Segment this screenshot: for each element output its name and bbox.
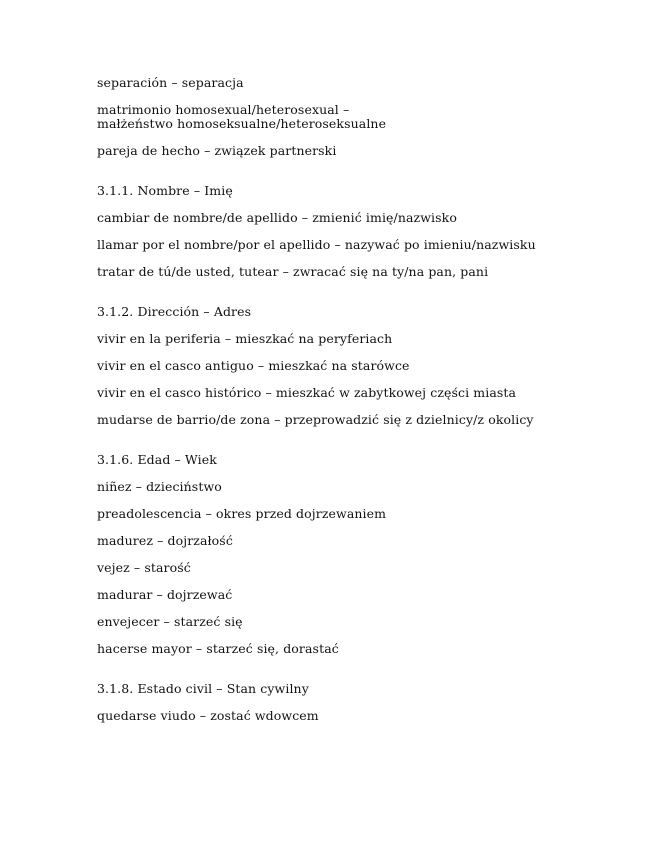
vocab-entry: preadolescencia – okres przed dojrzewaniem — [97, 506, 387, 521]
vocab-entry: niñez – dzieciństwo — [97, 479, 222, 494]
vocab-entry: vivir en el casco histórico – mieszkać w zabytkowej części miasta — [97, 385, 517, 400]
vocab-entry: quedarse viudo – zostać wdowcem — [97, 708, 319, 723]
vocab-entry: pareja de hecho – związek partnerski — [97, 143, 337, 158]
vocab-entry: separación – separacja — [97, 75, 244, 90]
section-heading: 3.1.6. Edad – Wiek — [97, 452, 217, 467]
vocab-entry: llamar por el nombre/por el apellido – nazywać po imieniu/nazwisku — [97, 237, 536, 252]
vocab-entry: madurar – dojrzewać — [97, 587, 233, 602]
vocab-entry: envejecer – starzeć się — [97, 614, 243, 629]
section-heading: 3.1.1. Nombre – Imię — [97, 183, 233, 198]
document-page — [97, 76, 627, 723]
vocab-entry: vejez – starość — [97, 560, 191, 575]
vocab-entry: vivir en la periferia – mieszkać na peryferiach — [97, 331, 393, 346]
section-spacer — [97, 279, 627, 305]
section-spacer — [97, 656, 627, 682]
vocab-entry: mudarse de barrio/de zona – przeprowadzić się z dzielnicy/z okolicy — [97, 412, 534, 427]
section-spacer — [97, 427, 627, 453]
section-heading: 3.1.8. Estado civil – Stan cywilny — [97, 681, 309, 696]
vocab-entry: tratar de tú/de usted, tutear – zwracać się na ty/na pan, pani — [97, 264, 489, 279]
vocab-entry: madurez – dojrzałość — [97, 533, 233, 548]
section-heading: 3.1.2. Dirección – Adres — [97, 304, 252, 319]
section-spacer — [97, 158, 627, 184]
vocab-entry: vivir en el casco antiguo – mieszkać na starówce — [97, 358, 410, 373]
vocab-entry: hacerse mayor – starzeć się, dorastać — [97, 641, 339, 656]
vocab-entry: matrimonio homosexual/heterosexual – małżeństwo homoseksualne/heteroseksualne — [97, 102, 387, 131]
vocab-entry: cambiar de nombre/de apellido – zmienić imię/nazwisko — [97, 210, 457, 225]
